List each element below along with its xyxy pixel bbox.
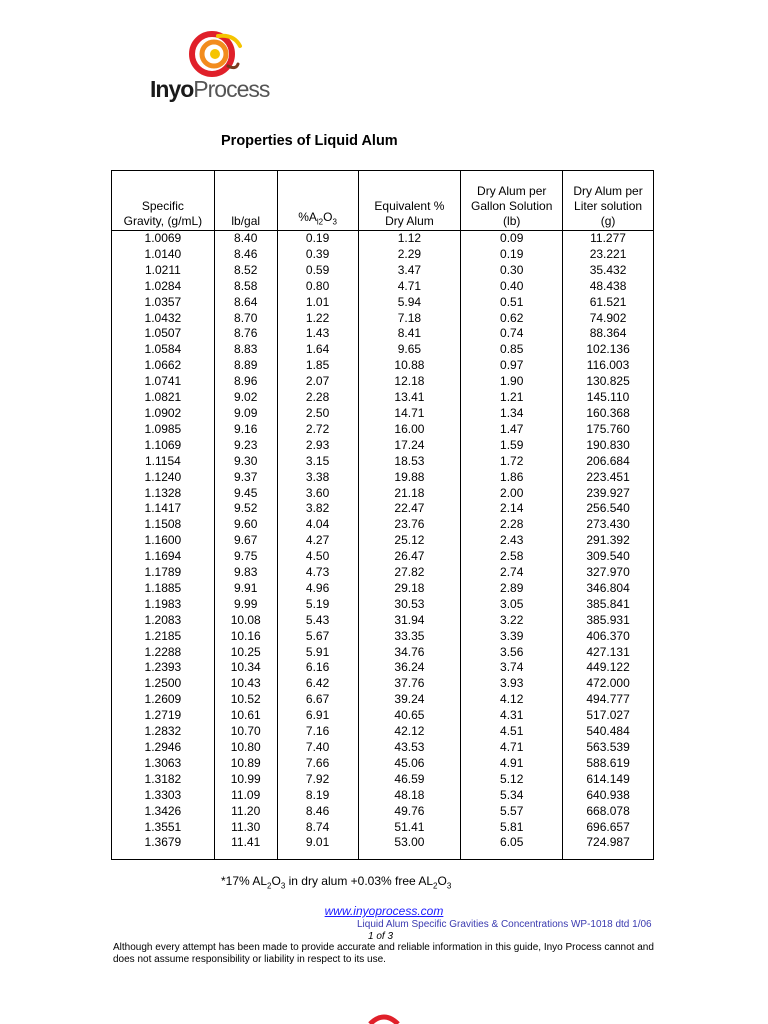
table-cell: 53.00 [358,835,461,860]
table-row [112,311,654,327]
logo-swirl-icon [188,30,248,82]
table-cell: 8.70 [214,311,277,327]
table-cell: 1.01 [277,295,358,311]
table-cell: 4.71 [461,740,563,756]
logo-wordmark: InyoProcess [150,76,270,102]
table-cell: 1.0357 [112,295,215,311]
table-cell: 46.59 [358,772,461,788]
header-dry-alum-per-liter: Dry Alum per Liter solution (g) [563,171,654,231]
table-cell: 517.027 [563,708,654,724]
table-cell: 1.0069 [112,231,215,247]
table-row [112,820,654,836]
table-cell: 1.47 [461,422,563,438]
table-cell: 1.2719 [112,708,215,724]
table-row [112,247,654,263]
table-cell: 6.42 [277,676,358,692]
table-cell: 206.684 [563,454,654,470]
table-row [112,533,654,549]
header-lb-gal [214,171,277,231]
table-cell: 36.24 [358,660,461,676]
table-cell: 1.3551 [112,820,215,836]
table-cell: 0.19 [277,231,358,247]
table-cell: 5.67 [277,629,358,645]
table-row [112,676,654,692]
table-cell: 11.09 [214,788,277,804]
table-cell: 0.97 [461,358,563,374]
table-row [112,326,654,342]
table-cell: 29.18 [358,581,461,597]
table-cell: 3.82 [277,501,358,517]
table-cell: 406.370 [563,629,654,645]
table-cell: 17.24 [358,438,461,454]
table-cell: 19.88 [358,470,461,486]
header-specific-gravity-line2: Gravity, (g/mL) [123,214,203,228]
table-cell: 4.27 [277,533,358,549]
table-cell: 10.61 [214,708,277,724]
table-cell: 49.76 [358,804,461,820]
table-cell: 10.43 [214,676,277,692]
table-cell: 4.31 [461,708,563,724]
table-row [112,374,654,390]
table-row [112,295,654,311]
table-cell: 1.3303 [112,788,215,804]
table-cell: 2.50 [277,406,358,422]
table-cell: 427.131 [563,645,654,661]
table-row [112,263,654,279]
table-cell: 1.2393 [112,660,215,676]
table-cell: 26.47 [358,549,461,565]
table-cell: 8.46 [277,804,358,820]
table-cell: 10.16 [214,629,277,645]
table-cell: 1.3063 [112,756,215,772]
table-row [112,501,654,517]
table-cell: 9.09 [214,406,277,422]
table-cell: 1.3182 [112,772,215,788]
table-cell: 1.1789 [112,565,215,581]
table-cell: 0.30 [461,263,563,279]
table-cell: 0.74 [461,326,563,342]
table-cell: 25.12 [358,533,461,549]
table-row [112,549,654,565]
table-cell: 9.60 [214,517,277,533]
table-cell: 588.619 [563,756,654,772]
table-cell: 88.364 [563,326,654,342]
table-cell: 35.432 [563,263,654,279]
table-cell: 0.40 [461,279,563,295]
table-cell: 160.368 [563,406,654,422]
table-cell: 1.0662 [112,358,215,374]
table-cell: 1.0902 [112,406,215,422]
table-cell: 2.74 [461,565,563,581]
table-cell: 640.938 [563,788,654,804]
table-cell: 1.2609 [112,692,215,708]
header-al2o3: $\%A_{l2}O_3$ [277,171,358,231]
table-cell: 696.657 [563,820,654,836]
table-cell: 11.30 [214,820,277,836]
table-cell: 1.64 [277,342,358,358]
table-cell: 1.1600 [112,533,215,549]
table-cell: 23.221 [563,247,654,263]
table-cell: 10.25 [214,645,277,661]
table-cell: 2.43 [461,533,563,549]
table-cell: 7.40 [277,740,358,756]
table-cell: 2.14 [461,501,563,517]
header-equivalent-dry-alum: Equivalent % Dry Alum [358,171,461,231]
table-cell: 2.58 [461,549,563,565]
table-cell: 13.41 [358,390,461,406]
table-cell: 9.91 [214,581,277,597]
table-cell: 8.89 [214,358,277,374]
table-cell: 3.60 [277,486,358,502]
table-cell: 4.96 [277,581,358,597]
table-cell: 1.21 [461,390,563,406]
table-cell: 1.34 [461,406,563,422]
table-cell: 27.82 [358,565,461,581]
table-cell: 0.80 [277,279,358,295]
table-cell: 1.1328 [112,486,215,502]
footer-url-container [0,904,768,918]
table-row [112,581,654,597]
document-reference: Liquid Alum Specific Gravities & Concentrations WP-1018 dtd 1/06 [357,919,652,930]
table-cell: 563.539 [563,740,654,756]
table-cell: 1.0985 [112,422,215,438]
table-cell: 6.91 [277,708,358,724]
table-cell: 5.91 [277,645,358,661]
table-cell: 4.73 [277,565,358,581]
header-specific-gravity [112,171,215,231]
table-cell: 12.18 [358,374,461,390]
table-cell: 2.93 [277,438,358,454]
table-cell: 10.80 [214,740,277,756]
table-cell: 39.24 [358,692,461,708]
table-row [112,342,654,358]
bottom-logo-icon [366,1014,402,1024]
table-cell: 3.38 [277,470,358,486]
table-cell: 0.09 [461,231,563,247]
table-cell: 23.76 [358,517,461,533]
table-row [112,279,654,295]
table-cell: 9.99 [214,597,277,613]
table-cell: 1.1069 [112,438,215,454]
table-cell: 2.72 [277,422,358,438]
table-cell: 116.003 [563,358,654,374]
table-cell: 4.51 [461,724,563,740]
table-body [112,231,654,860]
table-cell: 3.22 [461,613,563,629]
table-cell: 1.2946 [112,740,215,756]
table-cell: 11.20 [214,804,277,820]
table-cell: 9.67 [214,533,277,549]
table-cell: 1.72 [461,454,563,470]
table-cell: 1.43 [277,326,358,342]
table-cell: 0.85 [461,342,563,358]
table-cell: 1.22 [277,311,358,327]
table-row [112,565,654,581]
table-cell: 8.74 [277,820,358,836]
table-cell: 8.41 [358,326,461,342]
table-cell: 48.438 [563,279,654,295]
table-cell: 472.000 [563,676,654,692]
table-cell: 6.05 [461,835,563,860]
table-cell: 3.47 [358,263,461,279]
table-cell: 1.1240 [112,470,215,486]
table-cell: 5.12 [461,772,563,788]
table-row [112,438,654,454]
table-cell: 175.760 [563,422,654,438]
table-cell: 2.00 [461,486,563,502]
table-cell: 2.28 [277,390,358,406]
table-row [112,835,654,860]
table-row [112,470,654,486]
table-cell: 30.53 [358,597,461,613]
table-cell: 10.99 [214,772,277,788]
table-cell: 5.43 [277,613,358,629]
website-link[interactable]: www.inyoprocess.com [324,904,444,918]
table-cell: 4.04 [277,517,358,533]
table-row [112,486,654,502]
table-cell: 7.18 [358,311,461,327]
table-cell: 7.66 [277,756,358,772]
table-cell: 3.05 [461,597,563,613]
table-cell: 1.2832 [112,724,215,740]
table-cell: 0.39 [277,247,358,263]
table-cell: 8.19 [277,788,358,804]
table-cell: 48.18 [358,788,461,804]
table-cell: 9.01 [277,835,358,860]
table-cell: 494.777 [563,692,654,708]
page-title: Properties of Liquid Alum [221,133,398,149]
table-cell: 2.89 [461,581,563,597]
table-cell: 6.67 [277,692,358,708]
table-cell: 0.62 [461,311,563,327]
table-cell: 3.39 [461,629,563,645]
table-cell: 74.902 [563,311,654,327]
table-cell: 614.149 [563,772,654,788]
table-cell: 9.16 [214,422,277,438]
disclaimer: Although every attempt has been made to provide accurate and reliable information in this guide, Inyo Process cannot and does not assume responsibility or liability in respect to its use. [113,942,654,965]
table-cell: 34.76 [358,645,461,661]
table-cell: 33.35 [358,629,461,645]
table-cell: 18.53 [358,454,461,470]
header-dry-alum-per-gallon: Dry Alum per Gallon Solution (lb) [461,171,563,231]
table-cell: 9.02 [214,390,277,406]
table-cell: 21.18 [358,486,461,502]
table-cell: 3.93 [461,676,563,692]
header-lb-gal-label: lb/gal [231,214,261,228]
table-cell: 8.83 [214,342,277,358]
table-cell: 9.65 [358,342,461,358]
table-cell: 3.74 [461,660,563,676]
table-cell: 5.57 [461,804,563,820]
table-cell: 1.85 [277,358,358,374]
table-cell: 8.52 [214,263,277,279]
table-cell: 1.1417 [112,501,215,517]
table-cell: 9.52 [214,501,277,517]
table-cell: 1.2083 [112,613,215,629]
table-cell: 45.06 [358,756,461,772]
table-cell: 42.12 [358,724,461,740]
table-cell: 291.392 [563,533,654,549]
table-cell: 10.34 [214,660,277,676]
table-cell: 11.41 [214,835,277,860]
footnote: *17% $AL_2O_3$ in dry alum +0.03% free $AL_2O_3$ [221,874,452,891]
table-cell: 130.825 [563,374,654,390]
table-cell: 10.89 [214,756,277,772]
table-cell: 309.540 [563,549,654,565]
table-cell: 61.521 [563,295,654,311]
table-cell: 1.86 [461,470,563,486]
table-cell: 668.078 [563,804,654,820]
table-cell: 51.41 [358,820,461,836]
table-cell: 1.0741 [112,374,215,390]
table-cell: 1.59 [461,438,563,454]
table-cell: 8.46 [214,247,277,263]
table-cell: 5.34 [461,788,563,804]
table-cell: 145.110 [563,390,654,406]
table-cell: 9.75 [214,549,277,565]
table-cell: 10.08 [214,613,277,629]
table-cell: 9.45 [214,486,277,502]
table-cell: 4.71 [358,279,461,295]
table-row [112,788,654,804]
table-row [112,692,654,708]
table-cell: 0.19 [461,247,563,263]
table-cell: 8.96 [214,374,277,390]
table-cell: 1.90 [461,374,563,390]
table-cell: 449.122 [563,660,654,676]
table-cell: 6.16 [277,660,358,676]
table-row [112,772,654,788]
table-cell: 1.1154 [112,454,215,470]
table-row [112,629,654,645]
table-cell: 273.430 [563,517,654,533]
table-header-row [112,171,654,231]
table-row [112,406,654,422]
table-row [112,708,654,724]
table-cell: 37.76 [358,676,461,692]
table-cell: 1.12 [358,231,461,247]
table-cell: 10.52 [214,692,277,708]
table-cell: 9.83 [214,565,277,581]
table-row [112,231,654,247]
table-cell: 16.00 [358,422,461,438]
table-row [112,724,654,740]
table-cell: 5.94 [358,295,461,311]
table-cell: 9.37 [214,470,277,486]
company-logo [150,30,280,105]
table-cell: 7.16 [277,724,358,740]
table-cell: 1.3426 [112,804,215,820]
table-row [112,660,654,676]
table-row [112,740,654,756]
table-row [112,804,654,820]
table-cell: 4.50 [277,549,358,565]
table-cell: 1.0140 [112,247,215,263]
table-cell: 3.56 [461,645,563,661]
table-cell: 1.0284 [112,279,215,295]
table-cell: 4.12 [461,692,563,708]
table-cell: 385.841 [563,597,654,613]
table-row [112,597,654,613]
table-cell: 102.136 [563,342,654,358]
table-cell: 5.19 [277,597,358,613]
table-cell: 31.94 [358,613,461,629]
header-specific-gravity-line1: Specific [141,199,184,213]
table-cell: 43.53 [358,740,461,756]
table-row [112,454,654,470]
table-cell: 385.931 [563,613,654,629]
table-cell: 0.59 [277,263,358,279]
table-cell: 4.91 [461,756,563,772]
table-row [112,358,654,374]
table-cell: 40.65 [358,708,461,724]
table-cell: 1.1885 [112,581,215,597]
table-cell: 327.970 [563,565,654,581]
table-cell: 1.1508 [112,517,215,533]
table-cell: 223.451 [563,470,654,486]
table-cell: 3.15 [277,454,358,470]
table-cell: 1.0821 [112,390,215,406]
table-cell: 1.1983 [112,597,215,613]
table-cell: 1.0432 [112,311,215,327]
table-cell: 256.540 [563,501,654,517]
table-cell: 1.1694 [112,549,215,565]
table-row [112,422,654,438]
table-cell: 1.3679 [112,835,215,860]
table-cell: 7.92 [277,772,358,788]
table-cell: 2.28 [461,517,563,533]
properties-table [111,170,654,860]
table-row [112,390,654,406]
table-cell: 1.2288 [112,645,215,661]
table-row [112,645,654,661]
table-cell: 10.70 [214,724,277,740]
table-row [112,756,654,772]
table-cell: 8.58 [214,279,277,295]
table-cell: 1.0507 [112,326,215,342]
table-cell: 5.81 [461,820,563,836]
table-cell: 1.0211 [112,263,215,279]
table-cell: 8.76 [214,326,277,342]
page-number: 1 of 3 [368,931,394,942]
table-cell: 22.47 [358,501,461,517]
table-cell: 724.987 [563,835,654,860]
table-cell: 11.277 [563,231,654,247]
table-cell: 0.51 [461,295,563,311]
table-cell: 2.29 [358,247,461,263]
table-row [112,613,654,629]
table-cell: 1.0584 [112,342,215,358]
table-cell: 9.30 [214,454,277,470]
table-cell: 1.2500 [112,676,215,692]
table-cell: 190.830 [563,438,654,454]
table-cell: 8.64 [214,295,277,311]
table-cell: 14.71 [358,406,461,422]
table-cell: 540.484 [563,724,654,740]
table-cell: 9.23 [214,438,277,454]
table-cell: 8.40 [214,231,277,247]
table-cell: 346.804 [563,581,654,597]
table-cell: 1.2185 [112,629,215,645]
table-cell: 2.07 [277,374,358,390]
table-row [112,517,654,533]
table-cell: 10.88 [358,358,461,374]
table-cell: 239.927 [563,486,654,502]
